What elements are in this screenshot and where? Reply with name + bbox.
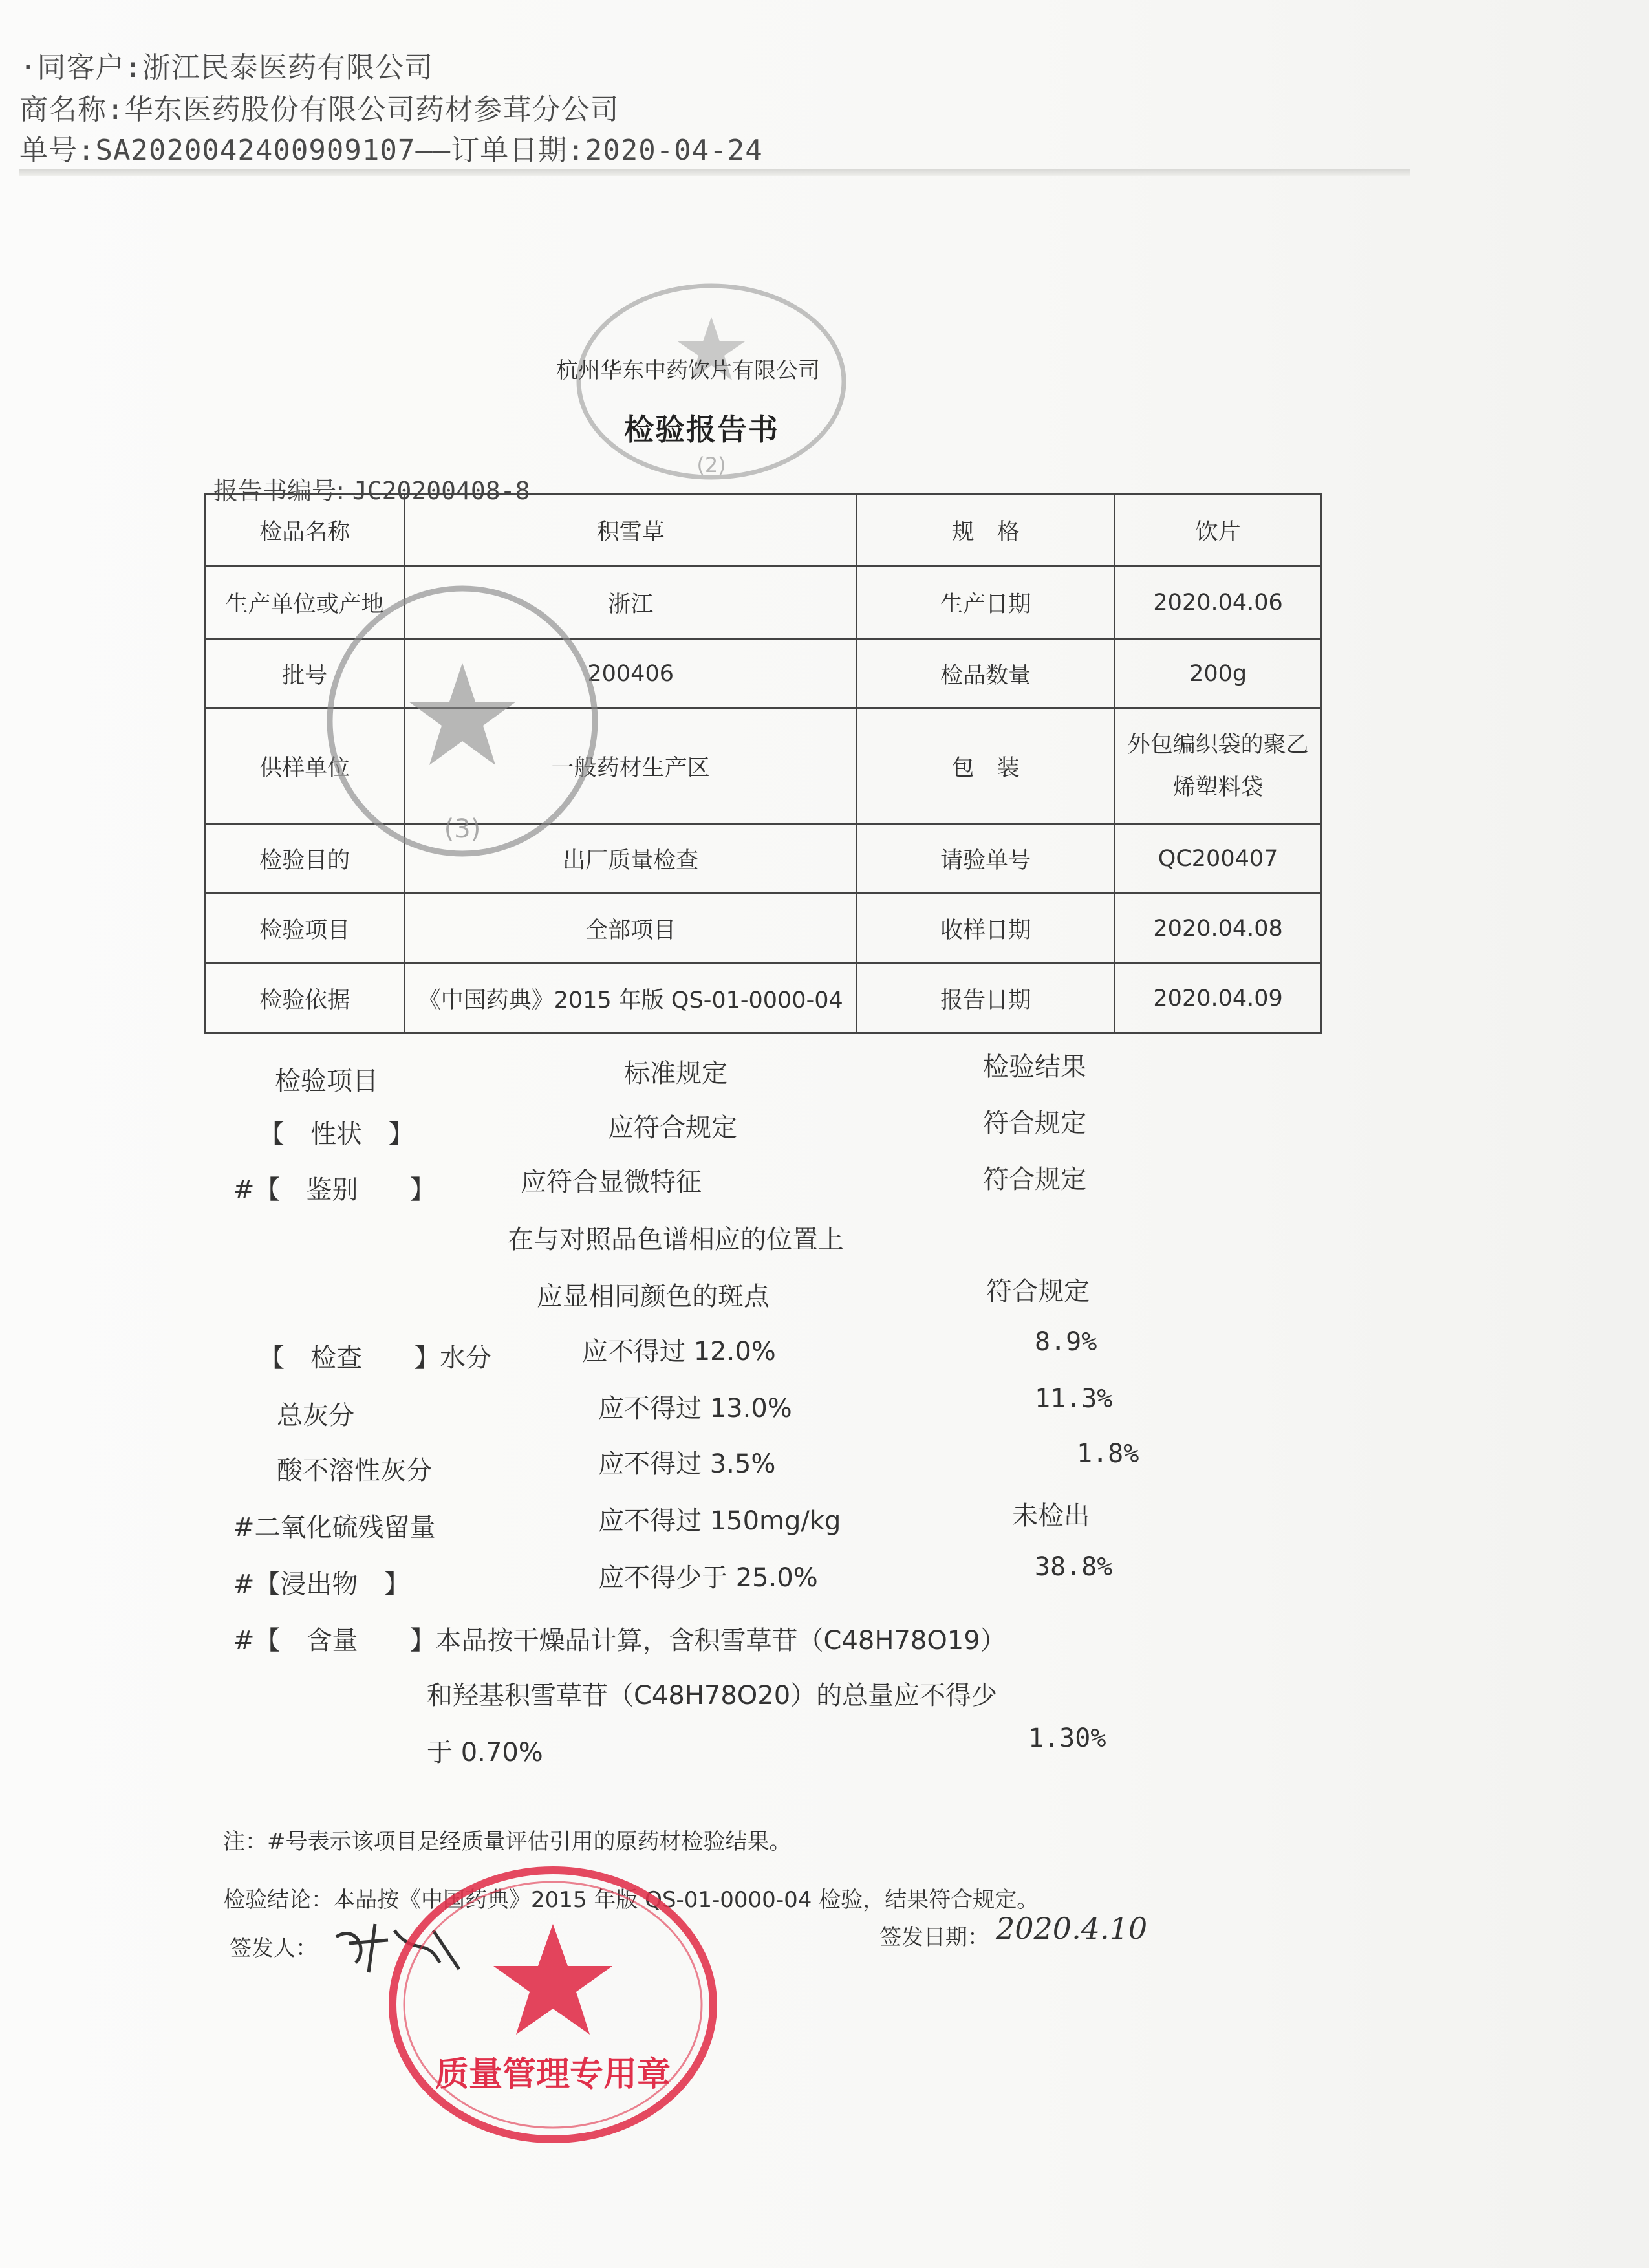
signer-label: 签发人： — [230, 1936, 318, 1961]
res-water: 8.9% — [1035, 1327, 1097, 1357]
item-ash: 总灰分 — [277, 1401, 354, 1431]
red-seal-stamp — [385, 1863, 721, 2147]
table-label: 检品名称 — [205, 494, 405, 567]
conclusion: 检验结论：本品按《中国药典》2015 年版 QS-01-0000-04 检验，结果符合规定。 — [223, 1887, 1039, 1913]
item-content: #【 含量 】本品按干燥品计算，含积雪草苷（C48H78O19） — [233, 1626, 1006, 1656]
svg-text:(2): (2) — [696, 453, 726, 477]
table-value: 2020.04.09 — [1115, 964, 1322, 1033]
table-label: 检品数量 — [857, 639, 1115, 709]
table-value: 一般药材生产区 — [405, 709, 857, 824]
std-acid: 应不得过 3.5% — [598, 1449, 776, 1479]
middle-seal-stamp — [320, 579, 605, 863]
document-title: 检验报告书 — [624, 412, 779, 447]
res-xingzhuang: 符合规定 — [983, 1108, 1086, 1138]
std-jianbie-2: 在与对照品色谱相应的位置上 — [508, 1225, 844, 1255]
res-content: 1.30% — [1028, 1723, 1106, 1753]
table-value: 饮片 — [1115, 494, 1322, 567]
table-value: 出厂质量检查 — [405, 824, 857, 894]
table-row — [205, 894, 1322, 964]
fold-shadow — [19, 169, 1410, 176]
std-content-2: 和羟基积雪草苷（C48H78O20）的总量应不得少 — [427, 1681, 998, 1711]
table-value: QC200407 — [1115, 824, 1322, 894]
table-label: 规 格 — [857, 494, 1115, 567]
res-jianbie-1: 符合规定 — [983, 1165, 1086, 1194]
head-result: 检验结果 — [983, 1052, 1086, 1082]
table-value: 200406 — [405, 639, 857, 709]
table-value: 200g — [1115, 639, 1322, 709]
table-value: 全部项目 — [405, 894, 857, 964]
company-name: 杭州华东中药饮片有限公司 — [556, 358, 820, 383]
res-so2: 未检出 — [1012, 1501, 1090, 1531]
table-label: 生产单位或产地 — [205, 567, 405, 639]
res-extract: 38.8% — [1035, 1552, 1113, 1582]
svg-text:质量管理专用章: 质量管理专用章 — [435, 2055, 671, 2094]
table-value: 外包编织袋的聚乙烯塑料袋 — [1115, 709, 1322, 824]
std-so2: 应不得过 150mg/kg — [598, 1506, 841, 1536]
table-value: 浙江 — [405, 567, 857, 639]
supplier-line: 商名称:华东医药股份有限公司药材参茸分公司 — [19, 93, 620, 126]
report-number-value: JC20200408-8 — [352, 477, 530, 505]
std-ash: 应不得过 13.0% — [598, 1394, 792, 1423]
table-label: 检验依据 — [205, 964, 405, 1033]
std-xingzhuang: 应符合规定 — [608, 1113, 737, 1143]
table-label: 批号 — [205, 639, 405, 709]
order-line: 单号:SA2020042400909107——订单日期:2020-04-24 — [19, 134, 763, 167]
item-so2: #二氧化硫残留量 — [233, 1513, 436, 1542]
issue-date-value: 2020.4.10 — [996, 1911, 1148, 1946]
res-jianbie-2: 符合规定 — [986, 1277, 1090, 1306]
table-label: 供样单位 — [205, 709, 405, 824]
item-xingzhuang: 【 性状 】 — [259, 1119, 414, 1149]
issue-date-label: 签发日期： — [879, 1925, 989, 1950]
table-value: 积雪草 — [405, 494, 857, 567]
report-number-label: 报告书编号: — [213, 477, 345, 505]
head-item: 检验项目 — [275, 1066, 378, 1096]
table-label: 包 装 — [857, 709, 1115, 824]
table-value: 《中国药典》2015 年版 QS-01-0000-04 — [405, 964, 857, 1033]
table-value: 2020.04.08 — [1115, 894, 1322, 964]
item-acid: 酸不溶性灰分 — [277, 1456, 432, 1485]
table-row — [205, 964, 1322, 1033]
item-extract: #【浸出物 】 — [233, 1570, 410, 1599]
svg-text:(3): (3) — [444, 814, 481, 844]
table-value: 2020.04.06 — [1115, 567, 1322, 639]
table-label: 生产日期 — [857, 567, 1115, 639]
std-content-3: 于 0.70% — [427, 1738, 543, 1767]
std-extract: 应不得少于 25.0% — [598, 1563, 818, 1593]
std-jianbie-1: 应符合显微特征 — [521, 1167, 702, 1197]
table-label: 检验目的 — [205, 824, 405, 894]
res-acid: 1.8% — [1077, 1439, 1139, 1469]
table-label: 收样日期 — [857, 894, 1115, 964]
table-label: 报告日期 — [857, 964, 1115, 1033]
item-jiancha: 【 检查 】水分 — [259, 1343, 491, 1373]
head-standard: 标准规定 — [624, 1059, 727, 1088]
std-jianbie-3: 应显相同颜色的斑点 — [537, 1282, 770, 1312]
item-jianbie: #【 鉴别 】 — [233, 1175, 436, 1205]
table-label: 检验项目 — [205, 894, 405, 964]
table-row — [205, 494, 1322, 567]
table-label: 请验单号 — [857, 824, 1115, 894]
res-ash: 11.3% — [1035, 1384, 1113, 1414]
customer-line: ·同客户:浙江民泰医药有限公司 — [19, 51, 433, 84]
footnote: 注：#号表示该项目是经质量评估引用的原药材检验结果。 — [223, 1829, 792, 1855]
std-water: 应不得过 12.0% — [582, 1337, 776, 1366]
